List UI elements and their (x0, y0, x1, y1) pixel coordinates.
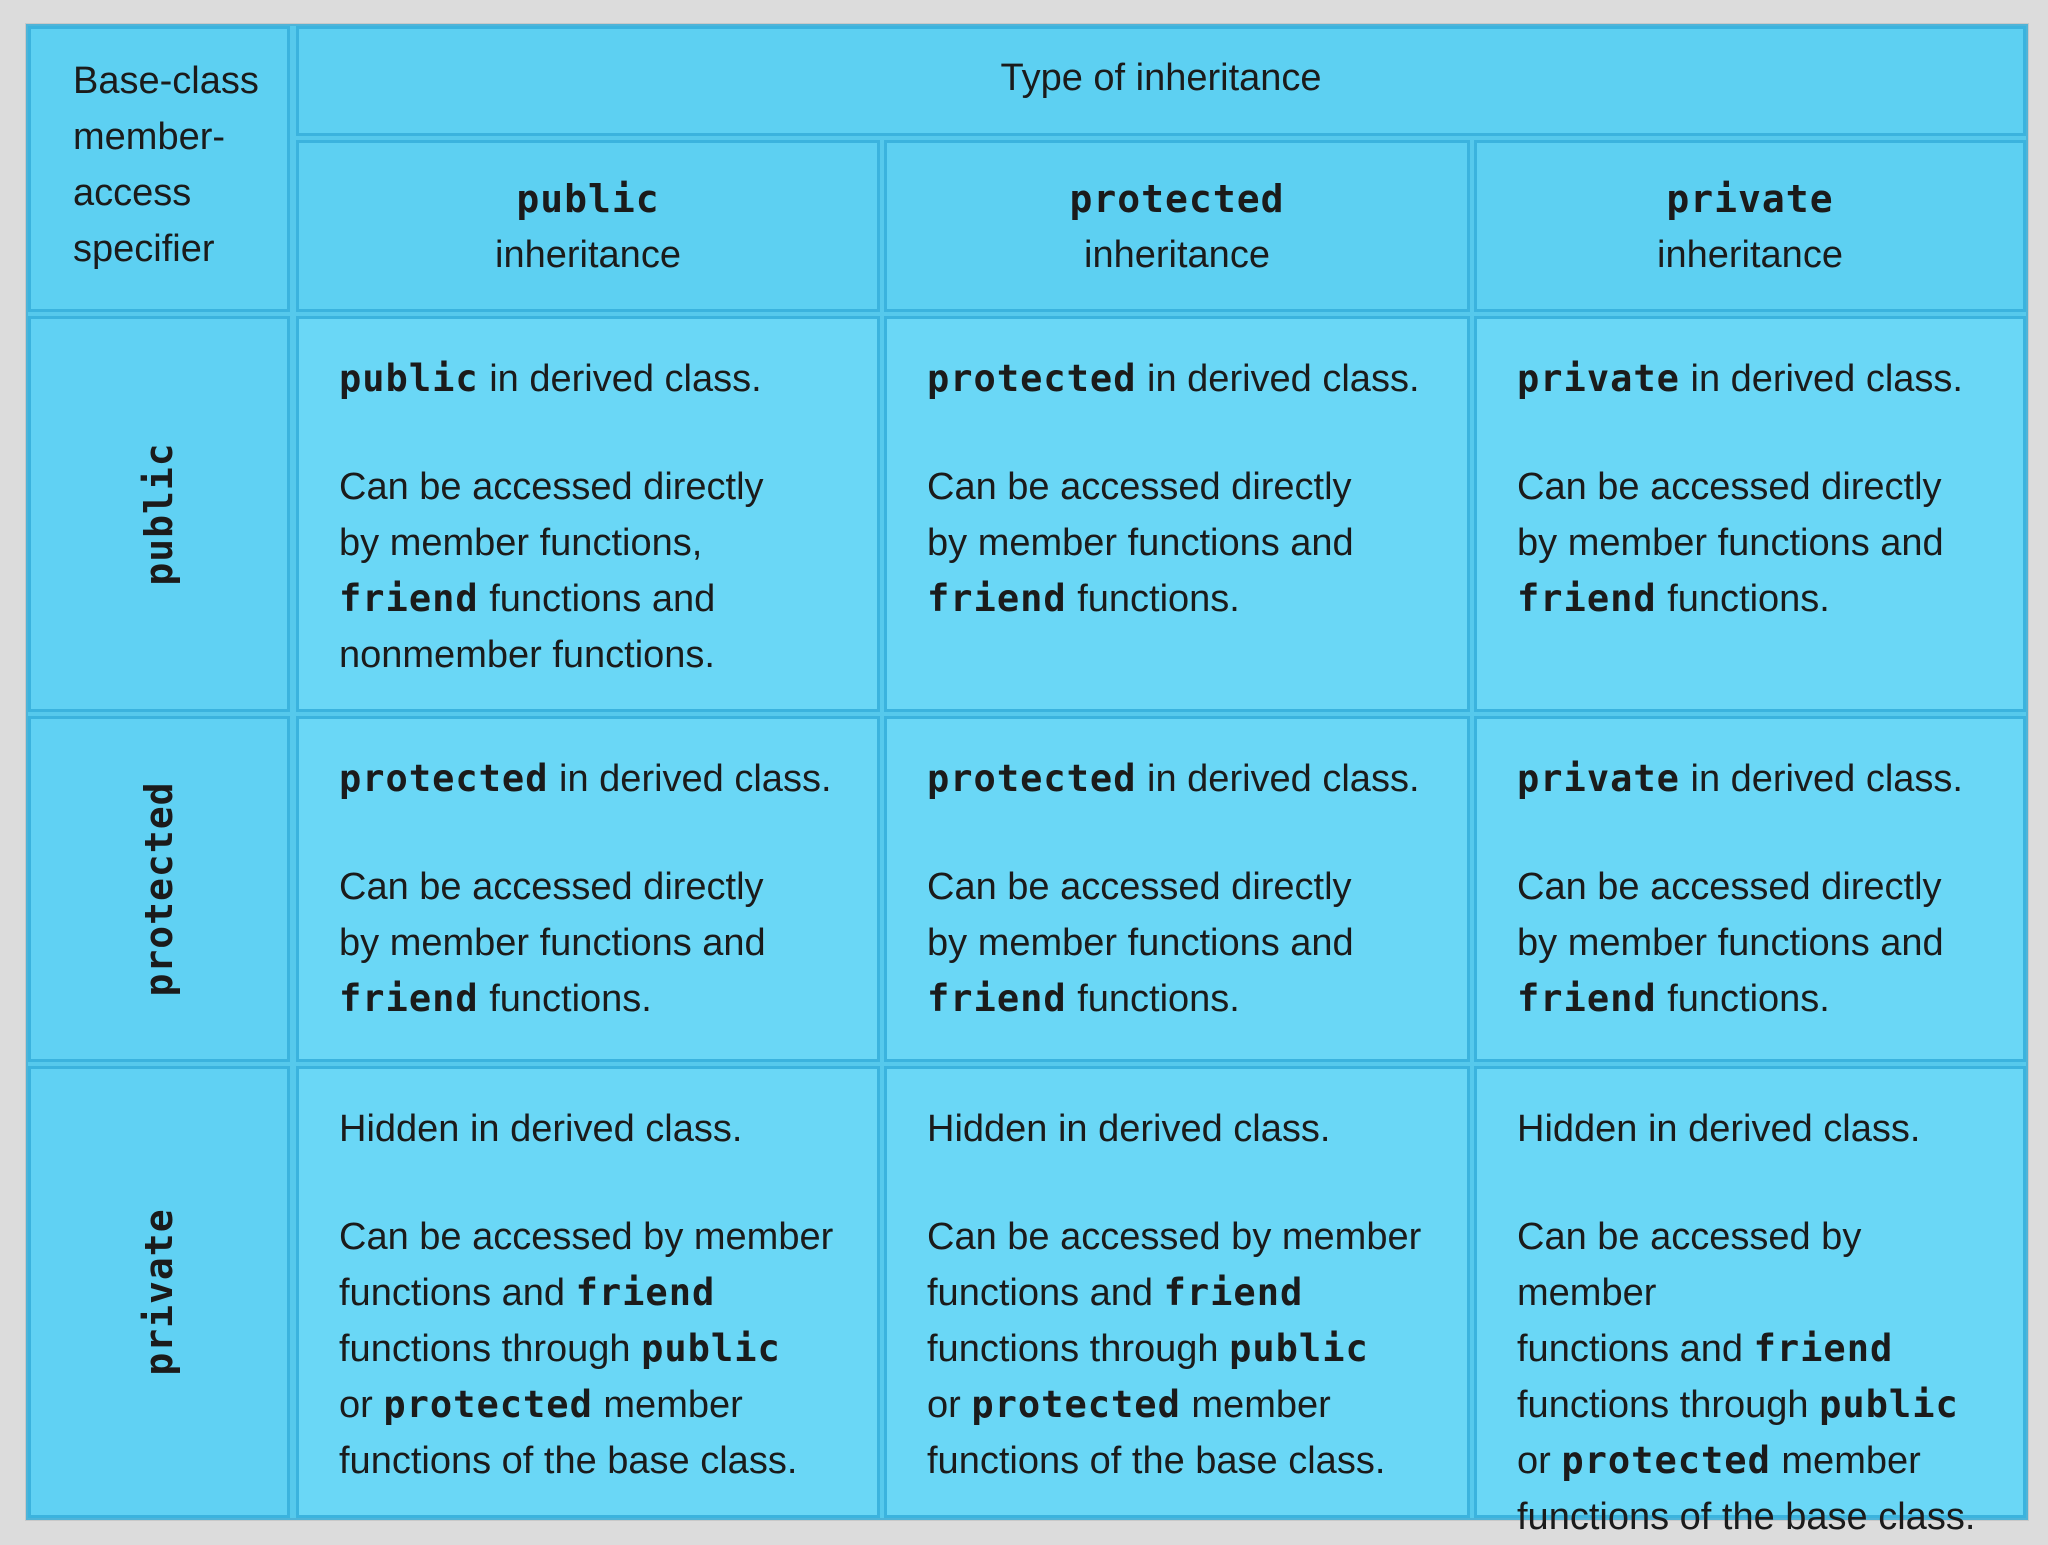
cell-line: functions of the base class. (1517, 1496, 1976, 1538)
cell-line: Can be accessed directly (1517, 466, 1942, 508)
table-cell (1474, 316, 2026, 712)
cell-content (339, 351, 865, 683)
cell-content (339, 1101, 865, 1489)
table-cell (1474, 1066, 2026, 1538)
corner-header-cell (28, 26, 290, 312)
keyword: private (1517, 357, 1680, 400)
keyword: protected (383, 1383, 593, 1426)
text: functions and (339, 1272, 576, 1314)
cell-status (927, 751, 1455, 807)
cell-line: Can be accessed directly (927, 866, 1352, 908)
column-header-public (296, 140, 880, 312)
cell-status (339, 351, 865, 407)
text: functions through (339, 1328, 642, 1370)
column-header-private (1474, 140, 2026, 312)
cell-line: by member functions and (927, 522, 1354, 564)
keyword: friend (339, 577, 479, 620)
text: member (592, 1384, 743, 1426)
cell-line (1517, 1433, 2011, 1489)
cell-line (339, 1377, 865, 1433)
cell-content (927, 351, 1455, 627)
keyword: friend (1163, 1271, 1304, 1314)
column-header-text (299, 171, 877, 283)
table-cell (296, 316, 880, 712)
cell-line (339, 1265, 865, 1321)
column-keyword: public (516, 177, 660, 221)
table-title: Type of inheritance (1000, 57, 1322, 99)
text: functions and (1517, 1328, 1754, 1370)
cell-line: by member functions and (1517, 922, 1944, 964)
cell-line (1517, 1321, 2011, 1377)
cell-line (1517, 971, 2011, 1027)
cell-line: Can be accessed directly (927, 466, 1352, 508)
cell-content (1517, 751, 2011, 1027)
keyword: friend (1517, 977, 1657, 1020)
cell-content (927, 751, 1455, 1027)
text: in derived class. (1679, 758, 1963, 800)
corner-line: member- (73, 116, 226, 158)
cell-line: Can be accessed by member (339, 1216, 834, 1258)
text: or (927, 1384, 972, 1426)
cell-line: Can be accessed by member (1517, 1216, 1862, 1314)
keyword: friend (1753, 1327, 1894, 1370)
cell-line (1517, 1377, 2011, 1433)
cell-line: Can be accessed directly (339, 466, 764, 508)
text: member (1770, 1440, 1921, 1482)
cell-status: Hidden in derived class. (1517, 1108, 1921, 1150)
cell-status: Hidden in derived class. (927, 1108, 1331, 1150)
column-label: inheritance (495, 234, 681, 276)
cell-line: by member functions and (1517, 522, 1944, 564)
text: functions. (1656, 978, 1830, 1020)
cell-line: by member functions, (339, 522, 703, 564)
cell-line: Can be accessed directly (1517, 866, 1942, 908)
text: functions. (1066, 578, 1240, 620)
column-header-protected (884, 140, 1470, 312)
column-header-text (1477, 171, 2023, 283)
cell-line (927, 1265, 1455, 1321)
text: in derived class. (1136, 358, 1420, 400)
column-label: inheritance (1084, 234, 1270, 276)
text: functions and (927, 1272, 1164, 1314)
column-keyword: private (1666, 177, 1834, 221)
row-header-protected (28, 716, 290, 1062)
inheritance-table (26, 24, 2028, 1538)
cell-line (339, 971, 865, 1027)
text: in derived class. (548, 758, 832, 800)
text: functions and (478, 578, 716, 620)
keyword: public (339, 357, 479, 400)
column-keyword: protected (1069, 177, 1285, 221)
corner-line: Base-class (73, 60, 259, 102)
table-cell (296, 1066, 880, 1518)
table-cell (884, 1066, 1470, 1518)
cell-status (927, 351, 1455, 407)
cell-line (1517, 571, 2011, 627)
text: functions through (927, 1328, 1230, 1370)
keyword: protected (971, 1383, 1181, 1426)
cell-line: functions of the base class. (927, 1440, 1386, 1482)
keyword: protected (927, 357, 1137, 400)
corner-line: specifier (73, 228, 215, 270)
cell-line: by member functions and (339, 922, 766, 964)
text: functions. (1066, 978, 1240, 1020)
text: in derived class. (1679, 358, 1963, 400)
text: functions. (1656, 578, 1830, 620)
keyword: friend (927, 977, 1067, 1020)
row-header-private (28, 1066, 290, 1518)
keyword: friend (575, 1271, 716, 1314)
row-header-label: protected (137, 781, 181, 997)
row-header-public (28, 316, 290, 712)
text: or (1517, 1440, 1562, 1482)
column-header-text (887, 171, 1467, 283)
cell-line (927, 971, 1455, 1027)
column-label: inheritance (1657, 234, 1843, 276)
cell-line (339, 571, 865, 627)
corner-line: access (73, 172, 192, 214)
cell-line (927, 1377, 1455, 1433)
keyword: private (1517, 757, 1680, 800)
cell-status: Hidden in derived class. (339, 1108, 743, 1150)
table-cell (884, 316, 1470, 712)
keyword: friend (927, 577, 1067, 620)
type-of-inheritance-header (296, 26, 2026, 136)
cell-status (1517, 351, 2011, 407)
keyword: public (1819, 1383, 1959, 1426)
text: functions. (478, 978, 652, 1020)
keyword: public (1229, 1327, 1369, 1370)
cell-line: by member functions and (927, 922, 1354, 964)
cell-line: Can be accessed directly (339, 866, 764, 908)
keyword: protected (927, 757, 1137, 800)
table-cell (884, 716, 1470, 1062)
table-cell (1474, 716, 2026, 1062)
cell-content (927, 1101, 1455, 1489)
cell-content (1517, 351, 2011, 627)
text: or (339, 1384, 384, 1426)
keyword: protected (339, 757, 549, 800)
cell-line (339, 1321, 865, 1377)
keyword: protected (1561, 1439, 1771, 1482)
keyword: public (641, 1327, 781, 1370)
cell-line: nonmember functions. (339, 634, 715, 676)
cell-line (927, 1321, 1455, 1377)
row-header-label: public (137, 442, 181, 586)
cell-line: functions of the base class. (339, 1440, 798, 1482)
cell-content (339, 751, 865, 1027)
cell-line: Can be accessed by member (927, 1216, 1422, 1258)
row-header-label: private (137, 1208, 181, 1376)
cell-status (339, 751, 865, 807)
text: member (1180, 1384, 1331, 1426)
table-cell (296, 716, 880, 1062)
cell-status (1517, 751, 2011, 807)
corner-header-text (73, 53, 259, 277)
cell-line (927, 571, 1455, 627)
keyword: friend (339, 977, 479, 1020)
cell-content (1517, 1101, 2011, 1545)
text: in derived class. (1136, 758, 1420, 800)
text: in derived class. (478, 358, 762, 400)
text: functions through (1517, 1384, 1820, 1426)
keyword: friend (1517, 577, 1657, 620)
